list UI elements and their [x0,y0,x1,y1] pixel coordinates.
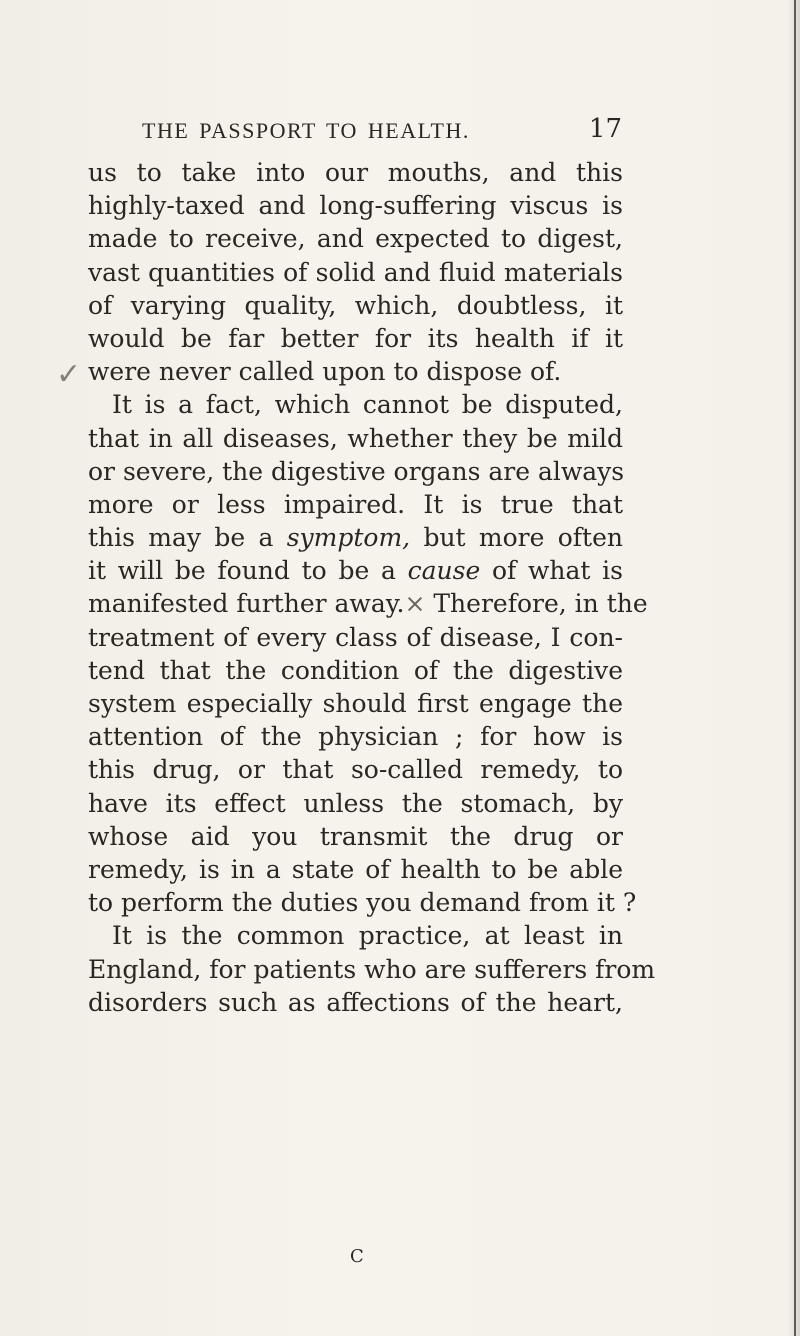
text-line: us to take into our mouths, and this [88,158,623,187]
text-line: England, for patients who are sufferers from [88,954,656,984]
text-line: attention of the physician ; for how is [88,722,623,752]
text-line-with-mark [88,587,648,620]
text-line: have its effect unless the stomach, by [88,788,623,818]
text-segment: but more often [410,523,623,553]
page-header [142,114,622,148]
text-line: made to receive, and expected to digest, [88,224,623,254]
text-line: treatment of every class of disease, I con- [88,622,623,652]
inline-cross-mark: × [404,589,426,619]
text-line: disorders such as affections of the heart, [88,987,623,1017]
text-line: It is a fact, which cannot be disputed, [112,390,623,420]
emphasis-cause: cause [407,556,481,586]
text-line: would be far better for its health if it [88,323,623,353]
page-edge-line [794,0,796,1336]
signature-mark: C [350,1246,364,1267]
text-line: highly-taxed and long-suffering viscus is [88,191,623,221]
body-text [88,156,656,1019]
text-line: that in all diseases, whether they be mild [88,423,623,453]
text-segment: manifested further away. [88,589,405,619]
text-line-symptom [88,521,623,554]
text-line: system especially should first engage the [88,689,623,718]
text-line: of varying quality, which, doubtless, it [88,290,623,320]
text-line: vast quantities of solid and fluid materials [88,257,623,287]
text-line: remedy, is in a state of health to be able [88,854,623,884]
text-segment: Therefore, in the [425,589,648,619]
text-line: or severe, the digestive organs are always [88,456,625,486]
text-line: more or less impaired. It is true that [88,489,623,519]
text-line: tend that the condition of the digestive [88,655,623,685]
text-segment: of what is [480,556,624,586]
running-head: THE PASSPORT TO HEALTH. [142,118,470,143]
text-segment: this may be a [88,523,287,553]
page-number: 17 [588,114,622,144]
text-line: this drug, or that so-called remedy, to [88,755,623,785]
page-edge-shadow [786,0,800,1336]
text-line-cause [88,554,623,587]
text-line: It is the common practice, at least in [112,921,623,951]
margin-check-mark: ✓ [56,357,82,392]
text-line: to perform the duties you demand from it ? [88,888,637,918]
emphasis-symptom: symptom, [286,523,411,553]
text-line: whose aid you transmit the drug or [88,821,623,851]
text-segment: it will be found to be a [88,556,408,586]
text-line: were never called upon to dispose of. [88,357,562,387]
